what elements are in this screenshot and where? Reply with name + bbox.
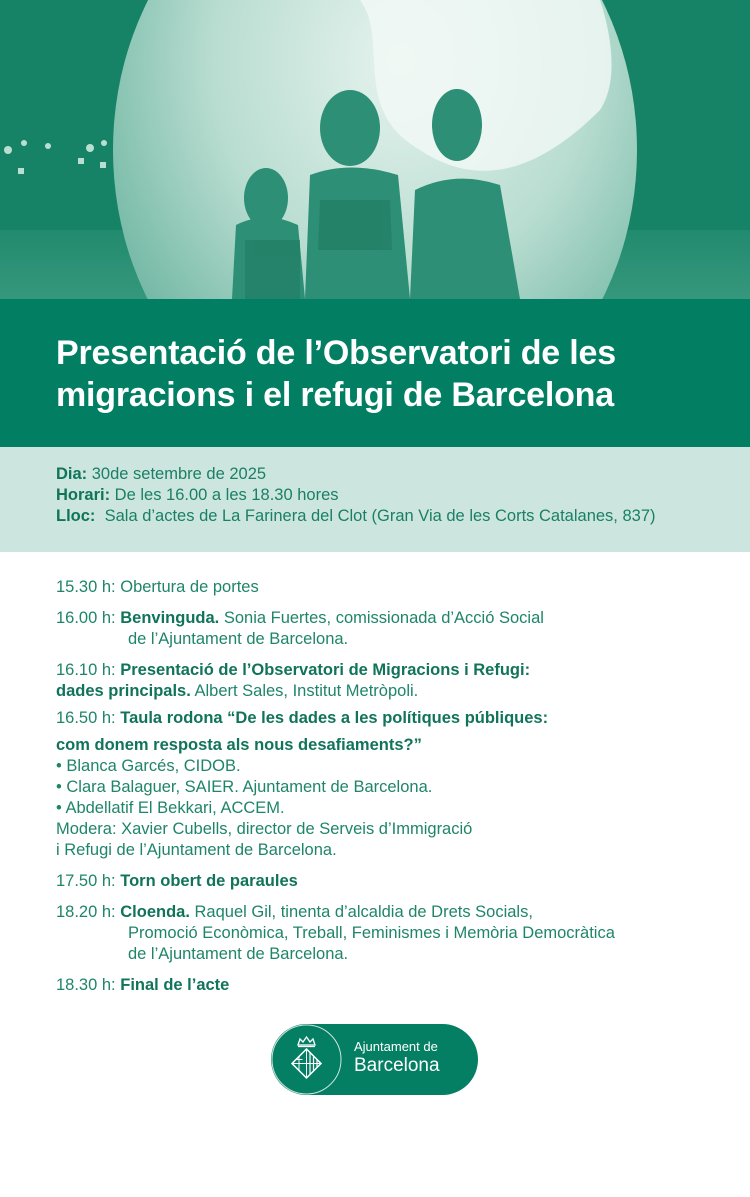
program-time: 18.20 h: xyxy=(56,903,121,921)
program-time: 15.30 h: xyxy=(56,578,121,596)
program-text-continued-2: de l’Ajuntament de Barcelona. xyxy=(128,945,349,963)
program-item-round-table xyxy=(56,708,716,861)
program-text: Albert Sales, Institut Metròpoli. xyxy=(190,682,419,700)
program-title: Cloenda. xyxy=(120,903,190,921)
program-list xyxy=(56,577,716,996)
hero-photo xyxy=(0,0,750,299)
program-text-continued: de l’Ajuntament de Barcelona. xyxy=(128,630,349,648)
program-item-presentation xyxy=(56,660,716,702)
program-text-continued: Promoció Econòmica, Treball, Feminismes i Memòria Democràtica xyxy=(128,924,615,942)
program-item-end xyxy=(56,975,716,996)
program-time: 17.50 h: xyxy=(56,872,121,890)
program-item-closing xyxy=(56,902,716,965)
event-info xyxy=(56,464,656,527)
program-time: 16.00 h: xyxy=(56,609,121,627)
program-time: 18.30 h: xyxy=(56,976,121,994)
ajuntament-barcelona-logo xyxy=(271,1024,478,1095)
place-row xyxy=(56,506,656,527)
program-item-opening xyxy=(56,577,716,598)
title-band xyxy=(0,299,750,447)
place-label: Lloc: xyxy=(56,507,96,525)
program-title: Torn obert de paraules xyxy=(120,872,298,890)
date-row xyxy=(56,464,656,485)
speaker-1: • Blanca Garcés, CIDOB. xyxy=(56,757,241,775)
program-time: 16.50 h: xyxy=(56,709,121,727)
hero-illustration xyxy=(0,0,750,299)
moderator-line-2: i Refugi de l’Ajuntament de Barcelona. xyxy=(56,841,337,859)
title-line-2: migracions i el refugi de Barcelona xyxy=(56,376,614,414)
speaker-2: • Clara Balaguer, SAIER. Ajuntament de Barcelona. xyxy=(56,778,433,796)
program-title: Taula rodona “De les dades a les polítiques públiques: xyxy=(120,709,549,727)
program-title: Benvinguda. xyxy=(120,609,220,627)
program-title: Presentació de l’Observatori de Migracions i Refugi: xyxy=(120,661,531,679)
speaker-3: • Abdellatif El Bekkari, ACCEM. xyxy=(56,799,285,817)
place-value: Sala d’actes de La Farinera del Clot (Gran Via de les Corts Catalanes, 837) xyxy=(95,507,656,525)
logo-line-1: Ajuntament de xyxy=(354,1039,438,1054)
program-text: Obertura de portes xyxy=(120,578,259,596)
title-line-1: Presentació de l’Observatori de les xyxy=(56,334,616,372)
program-text: Sonia Fuertes, comissionada d’Acció Social xyxy=(219,609,544,627)
time-label: Horari: xyxy=(56,486,111,504)
time-value: De les 16.00 a les 18.30 hores xyxy=(110,486,339,504)
time-row xyxy=(56,485,656,506)
program-item-open-floor xyxy=(56,871,716,892)
program-title: Final de l’acte xyxy=(120,976,230,994)
event-info-band xyxy=(0,447,750,552)
program-title-continued: com donem resposta als nous desafiaments?” xyxy=(56,736,422,754)
page-title xyxy=(56,332,616,416)
logo-wordmark xyxy=(354,1039,440,1077)
barcelona-coat-of-arms-icon xyxy=(271,1024,342,1095)
logo-line-2: Barcelona xyxy=(354,1055,440,1076)
date-label: Dia: xyxy=(56,465,88,483)
date-value: 30de setembre de 2025 xyxy=(87,465,267,483)
program-time: 16.10 h: xyxy=(56,661,121,679)
program-title-continued: dades principals. xyxy=(56,682,191,700)
program-item-welcome xyxy=(56,608,716,650)
moderator-line-1: Modera: Xavier Cubells, director de Serveis d’Immigració xyxy=(56,820,473,838)
program-text: Raquel Gil, tinenta d’alcaldia de Drets Socials, xyxy=(189,903,533,921)
